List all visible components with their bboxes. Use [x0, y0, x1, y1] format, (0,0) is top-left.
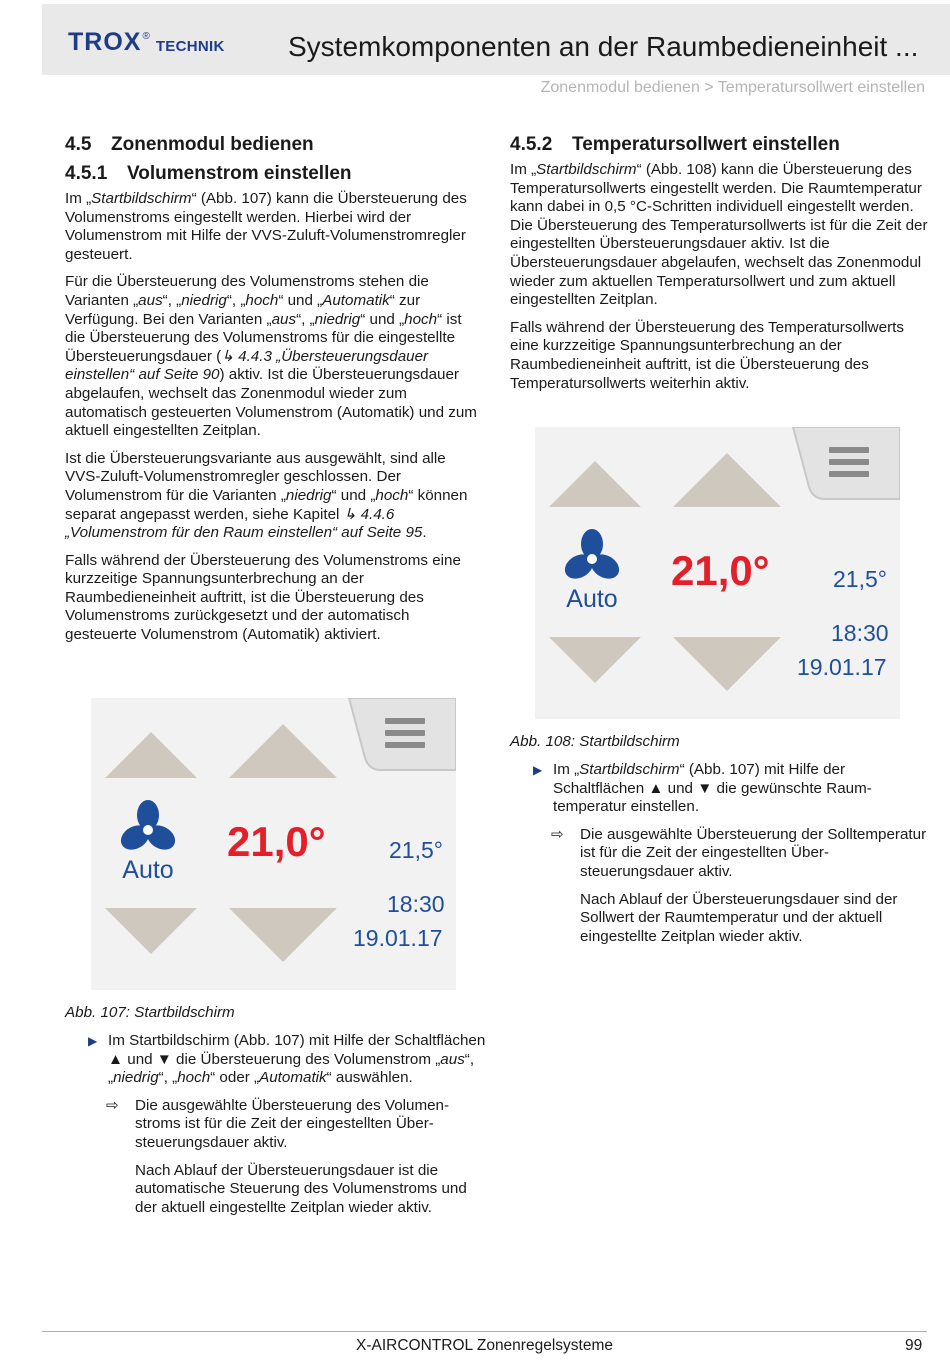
fan-hub [587, 554, 597, 564]
subsection-number: 4.5.2 [510, 134, 553, 155]
room-temperature: 21,5° [389, 837, 443, 863]
figure-107-start-screen [91, 698, 456, 990]
menu-icon [829, 447, 869, 477]
instruction-note: Nach Ablauf der Übersteuerungsdauer ist die automatische Steuerung des Volumenstroms und der aktuell eingestellte Zeitplan wieder aktiv. [135, 1161, 467, 1216]
clock-time: 18:30 [831, 620, 889, 646]
paragraph: Falls während der Übersteuerung des Temperatursollwerts eine kurzzeitige Spannungsunterbrechung an der Raumbedieneinheit auftritt, ist die Übersteuerung des Temperatursollwerts weiterhin aktiv. [510, 318, 904, 392]
instruction-step [533, 761, 928, 817]
instruction-step [88, 1032, 488, 1088]
paragraph: Falls während der Übersteuerung des Volumenstroms eine kurzzeitige Spannungsunterbrechung an der Raumbedieneinheit auftritt, ist die Übersteuerung des Volumenstroms zurückgesetzt und der automatisch gesteuerte Volumenstrom (Automatik) aktiviert. [65, 551, 461, 644]
figure-108-caption: Abb. 108: Startbildschirm [510, 733, 680, 750]
logo-trox-text: TROX [68, 28, 142, 56]
section-heading-4-5 [65, 133, 485, 157]
subsection-title: Volumenstrom einstellen [127, 163, 352, 184]
breadcrumb: Zonenmodul bedienen > Temperatursollwert einstellen [540, 79, 925, 96]
menu-bar [385, 718, 425, 724]
instruction-result [533, 826, 928, 882]
instructions-left [88, 1032, 488, 1226]
clock-time: 18:30 [387, 891, 445, 917]
paragraph: Im „Startbildschirm“ (Abb. 107) kann die Übersteuerung des Volumenstroms eingestellt werden. Hierbei wird der Volumenstrom mit Hilfe der VVS-Zuluft-Volumenstromregler gesteuert. [65, 190, 467, 263]
result-text: Die ausgewählte Übersteuerung des Volumenstroms ist für die Zeit der eingestellten Übersteuerungsdauer aktiv. [135, 1096, 450, 1151]
current-date: 19.01.17 [797, 654, 887, 680]
subsection-heading-4-5-2 [510, 133, 930, 157]
menu-bar [385, 742, 425, 748]
step-arrow-icon: ▶ [533, 763, 543, 777]
temperature-setpoint: 21,0° [671, 547, 770, 594]
paragraph: Ist die Übersteuerungsvariante aus ausgewählt, sind alle VVS-Zuluft-Volumenstromregler geschlossen. Der Volumenstrom für die Varianten „niedrig“ und „hoch“ können separat angepasst werden, siehe Kapitel ↳ 4.4.6 „Volumenstrom für den Raum einstellen“ auf Seite 95. [65, 449, 468, 542]
page-number: 99 [905, 1337, 923, 1354]
step-text: Im „Startbildschirm“ (Abb. 107) mit Hilfe der Schaltflächen ▲ und ▼ die gewünschte Raumtemperatur einstellen. [553, 761, 872, 816]
temperature-setpoint: 21,0° [227, 818, 326, 865]
thermostat-screen [535, 427, 900, 719]
figure-107-caption: Abb. 107: Startbildschirm [65, 1004, 235, 1021]
menu-icon [385, 718, 425, 748]
logo-technik-text: TECHNIK [155, 38, 225, 55]
logo-registered-mark: ® [142, 31, 150, 42]
menu-bar [385, 730, 425, 736]
page-header [42, 4, 950, 75]
current-date: 19.01.17 [353, 925, 443, 951]
figure-108-start-screen [535, 427, 900, 719]
footer-divider [42, 1331, 927, 1332]
result-arrow-icon: ⇨ [106, 1096, 119, 1114]
fan-hub [143, 825, 153, 835]
step-text: Im Startbildschirm (Abb. 107) mit Hilfe der Schaltflächen ▲ und ▼ die Übersteuerung des Volumenstrom „aus“, „niedrig“, „hoch“ oder „Automatik“ auswählen. [108, 1032, 486, 1087]
subsection-title: Temperatursollwert einstellen [572, 134, 840, 155]
menu-bar [829, 447, 869, 453]
instruction-note: Nach Ablauf der Übersteuerungsdauer sind der Sollwert der Raumtemperatur und der aktuell eingestellte Zeitplan wieder aktiv. [580, 890, 898, 945]
room-temperature: 21,5° [833, 566, 887, 592]
footer-title: X-AIRCONTROL Zonenregelsysteme [356, 1337, 613, 1354]
result-text: Die ausgewählte Übersteuerung der Solltemperatur ist für die Zeit der eingestellten Übersteuerungsdauer aktiv. [580, 825, 927, 880]
paragraph: Für die Übersteuerung des Volumenstroms stehen die Varianten „aus“, „niedrig“, „hoch“ und „Automatik“ zur Verfügung. Bei den Varianten „aus“, „niedrig“ und „hoch“ ist die Übersteuerung des Volumenstroms für die eingestellte Übersteuerungsdauer (↳ 4.4.3 „Übersteuerungsdauer einstellen“ auf Seite 90) aktiv. Ist die Übersteuerungsdauer abgelaufen, wechselt das Zonenmodul wieder zum automatisch gesteuerten Volumenstrom (Automatik) und zum aktuell eingestellten Zeitplan. [65, 273, 477, 440]
result-arrow-icon: ⇨ [551, 825, 564, 843]
instruction-result [88, 1097, 488, 1153]
fan-mode-label: Auto [122, 856, 174, 884]
paragraph: Im „Startbildschirm“ (Abb. 108) kann die Übersteuerung des Temperatursollwerts eingestellt werden. Die Raumtemperatur kann dabei in 0,5 °C-Schritten individuell eingestellt werden. Die Übersteuerung des Temperatursollwerts ist für die Zeit der eingestellten Übersteuerungsdauer aktiv. Ist die Übersteuerungsdauer abgelaufen, wechselt das Zonenmodul wieder zum aktuellen Temperatursollwert und zum aktuell eingestellten Zeitplan. [510, 161, 928, 309]
menu-bar [829, 471, 869, 477]
section-title: Zonenmodul bedienen [111, 134, 314, 155]
menu-bar [829, 459, 869, 465]
fan-mode-label: Auto [566, 585, 618, 613]
subsection-number: 4.5.1 [65, 163, 108, 184]
step-arrow-icon: ▶ [88, 1034, 98, 1048]
instructions-right [533, 761, 928, 955]
page-title: Systemkomponenten an der Raumbedieneinheit ... [288, 31, 919, 62]
trox-logo [68, 30, 225, 55]
subsection-heading-4-5-1 [65, 162, 485, 186]
thermostat-screen [91, 698, 456, 990]
section-number: 4.5 [65, 134, 92, 155]
right-column [510, 133, 930, 402]
left-column [65, 133, 485, 654]
